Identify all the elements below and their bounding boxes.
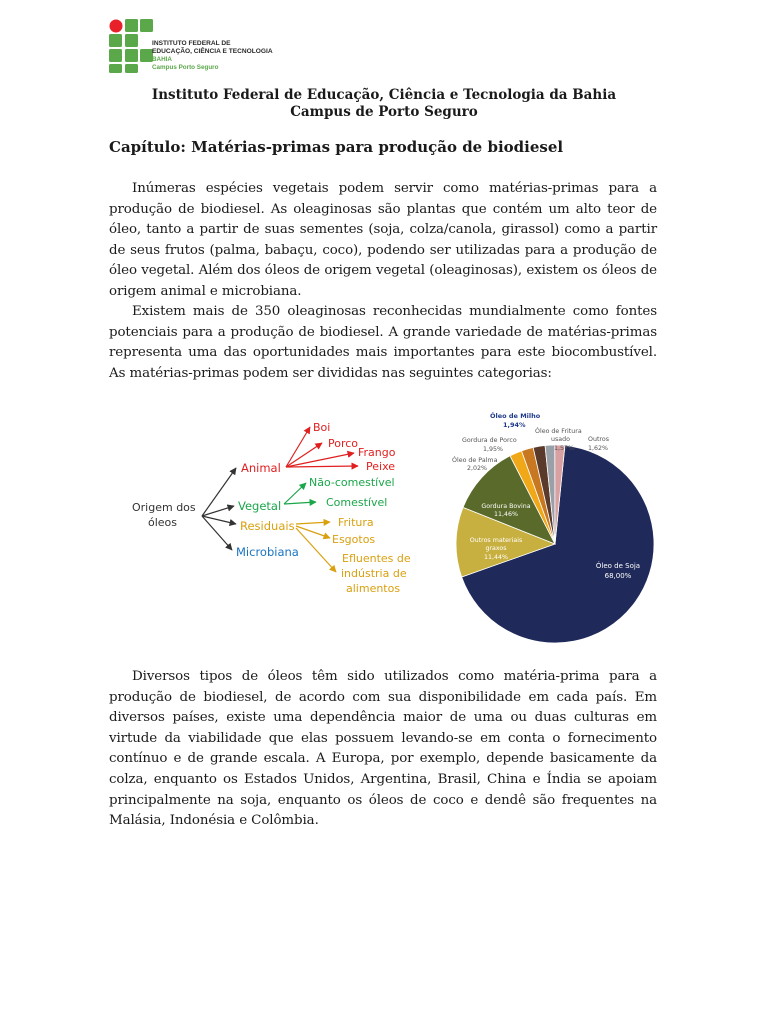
label-gordura-bovina-value: 11,46% <box>493 511 519 518</box>
label-fritura-value: 1,57% <box>554 445 575 452</box>
vegetal-label: Vegetal <box>238 499 282 513</box>
label-porco-value: 1,95% <box>483 446 504 453</box>
residuais-child-efluentes-2: indústria de <box>341 567 407 580</box>
root-label-line2: óleos <box>148 516 178 529</box>
pie-slices <box>456 445 654 643</box>
vegetal-child-comestivel: Comestível <box>326 496 388 509</box>
logo-line-3: BAHIA <box>152 56 172 63</box>
institution-name: Instituto Federal de Educação, Ciência e Tecnologia da Bahia <box>151 87 617 103</box>
animal-label: Animal <box>241 461 281 475</box>
animal-child-frango: Frango <box>358 446 396 459</box>
logo-line-2: EDUCAÇÃO, CIÊNCIA E TECNOLOGIA <box>152 48 273 55</box>
label-palma-name: Óleo de Palma <box>452 457 498 464</box>
logo-text <box>152 40 273 72</box>
chapter-title: Capítulo: Matérias-primas para produção de biodiesel <box>109 138 564 156</box>
microbiana-label: Microbiana <box>236 545 299 559</box>
oil-origin-diagram <box>120 410 420 610</box>
campus-name: Campus de Porto Seguro <box>290 104 478 120</box>
label-outros-value: 1,62% <box>588 445 609 452</box>
vegetal-child-nao-comestivel: Não-comestível <box>309 476 395 489</box>
residuais-child-efluentes-3: alimentos <box>346 582 401 595</box>
residuais-child-esgotos: Esgotos <box>332 533 376 546</box>
label-soja-name: Óleo de Soja <box>595 562 641 570</box>
label-fritura-name2: usado <box>551 436 570 443</box>
label-gordura-bovina-name: Gordura Bovina <box>481 503 531 510</box>
label-outros-materiais-name2: graxos <box>485 545 507 552</box>
root-label-line1: Origem dos <box>132 501 196 514</box>
label-milho-name: Óleo de Milho <box>490 412 541 420</box>
residuais-child-efluentes-1: Efluentes de <box>342 552 411 565</box>
label-outros-materiais-value: 11,44% <box>483 554 509 561</box>
animal-child-peixe: Peixe <box>366 460 396 473</box>
label-milho-value: 1,94% <box>503 421 526 429</box>
label-soja-value: 68,00% <box>604 572 632 580</box>
biodiesel-feedstock-pie-chart <box>440 404 670 644</box>
residuais-child-fritura: Fritura <box>338 516 374 529</box>
logo-line-1: INSTITUTO FEDERAL DE <box>152 40 231 47</box>
animal-child-boi: Boi <box>313 421 331 434</box>
label-outros-name: Outros <box>588 436 609 443</box>
label-fritura-name1: Óleo de Fritura <box>535 428 582 435</box>
paragraph-3: Diversos tipos de óleos têm sido utilizados como matéria-prima para a produção de biodiesel, de acordo com sua disponibilidade em cada país. Em diversos países, existe uma dependência maior de uma ou duas culturas em virtude da viabilidade que elas possuem levando-se em conta o fornecimento contínuo e de grande escala. A Europa, por exemplo, depende basicamente da colza, enquanto os Estados Unidos, Argentina, Brasil, China e Índia se apoiam principalmente na soja, enquanto os óleos de coco e dendê são frequentes na Malásia, Indonésia e Colômbia. <box>109 669 657 829</box>
label-porco-name: Gordura de Porco <box>462 437 517 444</box>
residuais-arrows <box>296 522 336 572</box>
residuais-label: Residuais <box>240 519 295 533</box>
label-outros-materiais-name1: Outros materiais <box>469 537 523 544</box>
paragraph-2: Existem mais de 350 oleaginosas reconhecidas mundialmente como fontes potenciais para a produção de biodiesel. A grande variedade de matérias-primas representa uma das oportunidades mais importantes para este biocombustível. As matérias-primas podem ser divididas nas seguintes categorias: <box>109 304 657 381</box>
paragraph-1: Inúmeras espécies vegetais podem servir como matérias-primas para a produção de biodiesel. As oleaginosas são plantas que contém um alto teor de óleo, tanto a partir de suas sementes (soja, colza/canola, girassol) como a partir de seus frutos (palma, babaçu, coco), podendo ser utilizadas para a produção de óleo vegetal. Além dos óleos de origem vegetal (oleaginosas), existem os óleos de origem animal e microbiana. <box>109 181 657 299</box>
label-palma-value: 2,02% <box>467 465 488 472</box>
root-arrows <box>202 468 236 550</box>
animal-child-porco: Porco <box>328 437 359 450</box>
logo-line-4: Campus Porto Seguro <box>152 64 219 71</box>
logo-red-circle <box>110 20 123 33</box>
